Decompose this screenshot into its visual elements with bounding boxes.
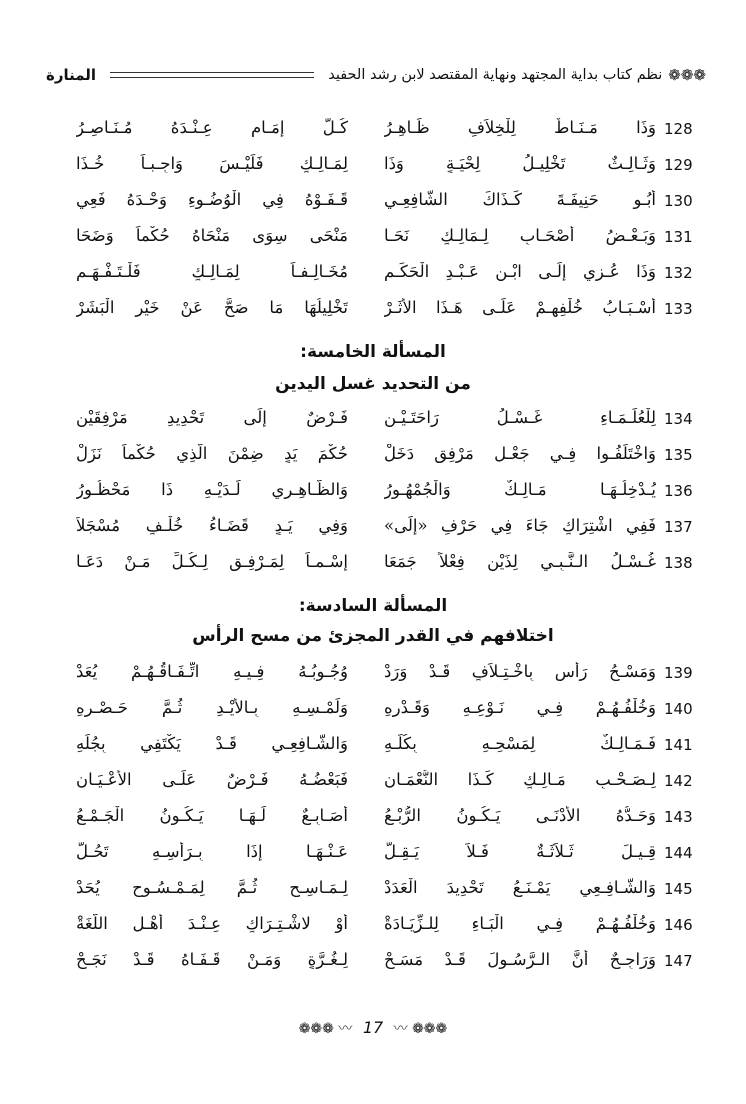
section-title: المسألة الخامسة: <box>300 342 446 362</box>
verse-number: 143 <box>664 808 693 826</box>
verse-number: 139 <box>664 664 693 682</box>
verse-number: 140 <box>664 700 693 718</box>
verse-number: 128 <box>664 120 693 138</box>
verse-row <box>0 692 746 728</box>
verse-number: 134 <box>664 410 693 428</box>
verse-second-hemistich: فَبَعْضُـهُ فَـرْضٌ عَلَـى الأَعْـيَـانِ <box>76 770 348 789</box>
verse-number: 131 <box>664 228 693 246</box>
verse-row <box>0 474 746 510</box>
verse-first-hemistich: وَرَاجِـحٌ أَنَّ الـرَّسُـولَ قَـدْ مَسَـحْ <box>384 950 656 969</box>
verse-number: 144 <box>664 844 693 862</box>
verse-row <box>0 148 746 184</box>
verse-number: 129 <box>664 156 693 174</box>
verse-first-hemistich: وَاخْتَلَفُـوا فِـي جَعْـلِ مَرْفِقٍ دَخَلْ <box>384 444 656 463</box>
verse-second-hemistich: مُخَـالِـفـاً لِمَـالِـكٍ فَلْـتَـفْـهَـمِ <box>76 262 348 281</box>
verse-second-hemistich: فَـرْضٌ إِلَى تَحْدِيدِ مَرْفِقَيْنِ <box>76 408 348 427</box>
verse-row <box>0 112 746 148</box>
verse-second-hemistich: مَنْحَى سِوَى مَنْحَاهُ حُكْماً وَضَحَا <box>76 226 348 245</box>
verse-second-hemistich: عَـنْـهَـا إِذَا بِـرَأْسِـهِ تَحُـلُّ <box>76 842 348 861</box>
verse-row <box>0 836 746 872</box>
page-footer: ❁❁❁ 〰 17 〰 ❁❁❁ <box>298 1018 448 1037</box>
verse-first-hemistich: وَخُلْفُـهُـمْ فِـي نَـوْعِـهِ وَقَـدْرِهِ <box>384 698 656 717</box>
verse-second-hemistich: لِمَـالِـكٍ فَلَيْـسَ وَاجِـبـاً خُـذَا <box>76 154 348 173</box>
section-subtitle: اختلافهم في القدر المجزئ من مسح الرأس <box>192 626 554 646</box>
page-number: 17 <box>362 1018 384 1037</box>
verse-first-hemistich: قِـيـلَ ثَـلاَثَـةٌ فَـلاَ يَـقِـلُّ <box>384 842 656 861</box>
verse-row <box>0 220 746 256</box>
verse-first-hemistich: وَحَـدُّهُ الأَدْنَـى يَـكُـونُ الرُّبْـعُ <box>384 806 656 825</box>
verse-number: 136 <box>664 482 693 500</box>
page-header <box>46 58 706 92</box>
ornament-icon: ❁❁❁ <box>298 1021 334 1037</box>
verse-number: 146 <box>664 916 693 934</box>
verse-row <box>0 944 746 980</box>
verse-first-hemistich: وَبَـعْـضُ أَصْحَـابِ لِـمَالِـكٍ نَحَـا <box>384 226 656 245</box>
verse-first-hemistich: وَذَا عُـزِي إِلَـى ابْـنِ عَـبْـدِ الْحَكَـمِ <box>384 262 656 281</box>
verse-second-hemistich: حُكْمَ يَدٍ ضِمْنَ الَّذِي حُكْماً نَزَلْ <box>76 444 348 463</box>
verse-row <box>0 728 746 764</box>
verse-second-hemistich: وَلَمْـسِـهِ بِـالأَيْـدِ ثُـمَّ حَـصْـرِهِ <box>76 698 348 717</box>
verse-number: 132 <box>664 264 693 282</box>
verse-number: 142 <box>664 772 693 790</box>
verse-first-hemistich: وَثَـالِـثٌ تَخْلِيـلُ لِحْيَـةٍ وَذَا <box>384 154 656 173</box>
section-title: المسألة السادسة: <box>298 596 448 616</box>
verse-second-hemistich: أَصَـابِـعٌ لَـهَـا يَـكُـونُ الْجَـمْـعُ <box>76 806 348 825</box>
header-divider <box>110 72 314 78</box>
verse-second-hemistich: وُجُـوبُـهُ فِـيـهِ اتِّـفَـاقُـهُـمْ يُعَدْ <box>76 662 348 681</box>
verse-row <box>0 800 746 836</box>
verse-row <box>0 184 746 220</box>
verse-row <box>0 256 746 292</box>
verse-second-hemistich: إِسْـمـاً لِمَـرْفِـقٍ لِـكُـلِّ مَـنْ دَعَـا <box>76 552 348 571</box>
verse-row <box>0 546 746 582</box>
verse-number: 135 <box>664 446 693 464</box>
verse-first-hemistich: فَـمَـالِـكٌ لِمَسْحِـهِ بِكُلِّـهِ <box>384 734 656 753</box>
verse-first-hemistich: فَفِي اشْتِرَاكٍ جَاءَ فِي حَرْفِ «إِلَى» <box>384 516 656 535</box>
verse-first-hemistich: وَمَسْـحُ رَأْسٍ بِاخْـتِـلاَفٍ قَـدْ وَرَدْ <box>384 662 656 681</box>
verse-first-hemistich: غُـسْـلُ الـنَّـبِـي لِذَيْنِ فِعْلاً جَمَعَا <box>384 552 656 571</box>
verse-row <box>0 438 746 474</box>
verse-second-hemistich: تَخْلِيلُهَا مَا صَحَّ عَنْ خَيْرِ الْبَشَرْ <box>76 298 348 317</box>
verse-number: 130 <box>664 192 693 210</box>
verse-second-hemistich: قَـفَـوْهُ فِي الْوُضُـوءِ وَحْـدَهُ فَعِي <box>76 190 348 209</box>
section-subtitle: من التحديد غسل اليدين <box>275 374 471 394</box>
book-title: نظم كتاب بداية المجتهد ونهاية المقتصد لابن رشد الحفيد <box>328 67 663 83</box>
verse-first-hemistich: وَالشَّـافِـعِي يَمْـنَـعُ تَحْدِيدَ الْعَدَدْ <box>384 878 656 897</box>
verse-first-hemistich: لِـصَـحْـبِ مَـالِـكٍ كَـذَا النُّعْمَـانِ <box>384 770 656 789</box>
verse-number: 137 <box>664 518 693 536</box>
verse-row <box>0 292 746 328</box>
verse-first-hemistich: لِلْعُلَـمَـاءِ غَـسْـلُ رَاحَتَـيْـنِ <box>384 408 656 427</box>
verse-first-hemistich: وَذَا مَـنَـاطٌ لِلْخِلاَفِ ظَـاهِـرُ <box>384 118 656 137</box>
verse-number: 141 <box>664 736 693 754</box>
verse-second-hemistich: وَالظَّـاهِـرِي لَـدَيْـهِ ذَا مَحْظُـورُ <box>76 480 348 499</box>
ornament-icon: ❁❁❁ <box>668 66 706 84</box>
verse-row <box>0 656 746 692</box>
verse-row <box>0 402 746 438</box>
verse-row <box>0 908 746 944</box>
verse-first-hemistich: أَسْـبَـابُ خُلْفِهِـمْ عَلَـى هَـذَا الأَثَـرْ <box>384 298 656 317</box>
verse-second-hemistich: لِـغُـرَّةٍ وَمَـنْ قَـفَـاهُ قَـدْ نَجَـحْ <box>76 950 348 969</box>
verse-number: 138 <box>664 554 693 572</box>
verse-first-hemistich: أَبُـو حَنِيفَـةَ كَـذَاكَ الشَّافِعِـي <box>384 190 656 209</box>
verse-first-hemistich: وَخُلْفُـهُـمْ فِـي الْبَـاءِ لِلـزِّيَـادَةْ <box>384 914 656 933</box>
verse-second-hemistich: لِـمَـاسِـحٍ ثُـمَّ لِمَـمْـسُـوحٍ يُحَدْ <box>76 878 348 897</box>
verse-second-hemistich: أَوْ لاشْـتِـرَاكٍ عِـنْـدَ أَهْـلِ اللُّغَةْ <box>76 914 348 933</box>
verse-number: 133 <box>664 300 693 318</box>
verse-second-hemistich: وَفِي يَـدٍ قَضَـاءُ خُلْـفٍ مُسْجَلاَ <box>76 516 348 535</box>
header-title-group <box>328 66 706 84</box>
verse-row <box>0 764 746 800</box>
verse-row <box>0 872 746 908</box>
ornament-icon: ❁❁❁ <box>412 1021 448 1037</box>
verse-first-hemistich: يُـدْخِلُـهَـا مَـالِـكٌ وَالْجُمْهُـورُ <box>384 480 656 499</box>
verse-row <box>0 510 746 546</box>
verse-second-hemistich: كُـلُّ إِمَـامٍ عِـنْـدَهُ مُـنَـاصِـرُ <box>76 118 348 137</box>
site-name: المنارة <box>46 66 97 84</box>
verse-number: 145 <box>664 880 693 898</box>
verse-second-hemistich: وَالشَّـافِعِـي قَـدْ يَكْتَفِي بِجُلِّهِ <box>76 734 348 753</box>
verse-number: 147 <box>664 952 693 970</box>
